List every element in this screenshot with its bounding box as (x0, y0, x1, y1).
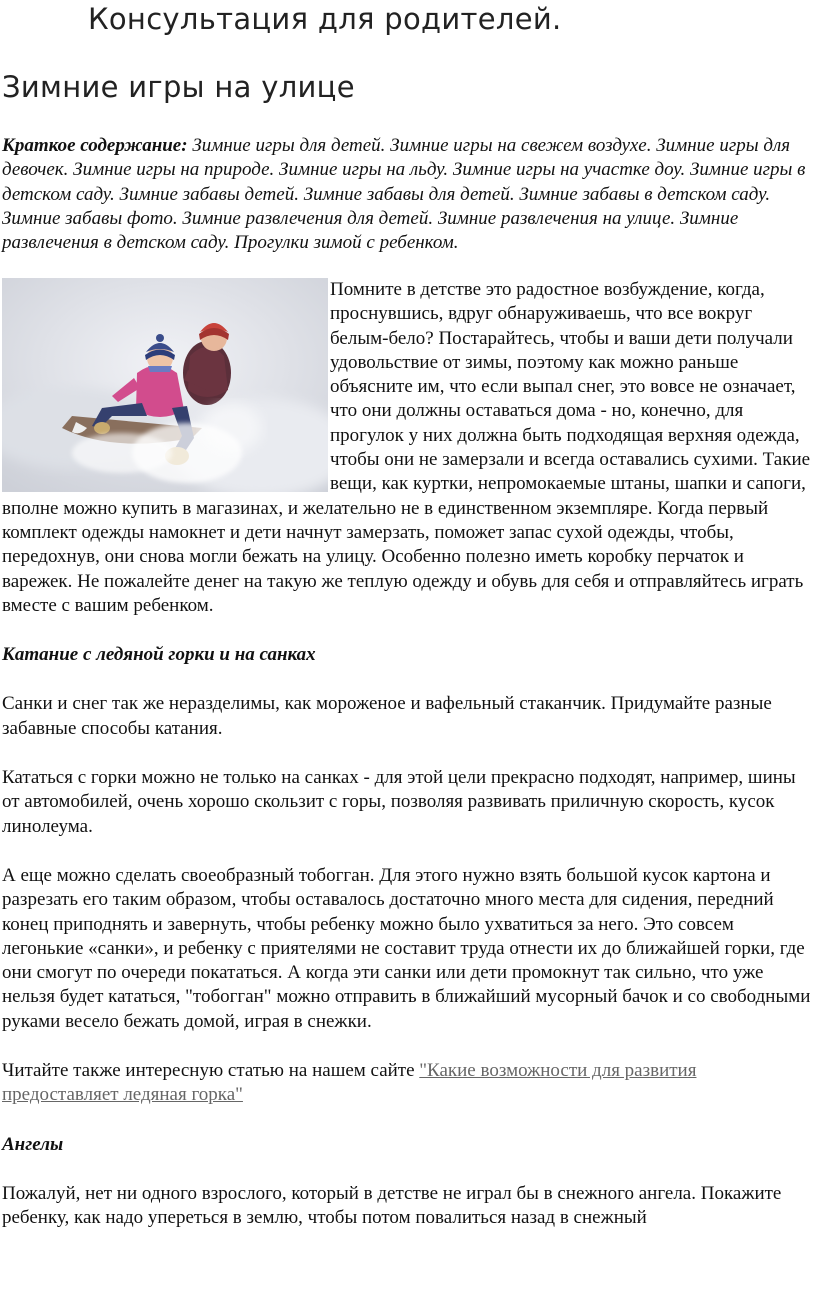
sledding-paragraph-3: А еще можно сделать своеобразный тобогган. Для этого нужно взять большой кусок картона и разрезать его таким образом, чтобы оставалось достаточно много места для сидения, передний конец приподнять и завернуть, чтобы ребенку можно было ухватиться за него. Это совсем легонькие «санки», и ребенку с приятелями не составит труда отнести их до ближайшей горки, где они смогут по очереди покататься. А когда эти санки или дети промокнут так сильно, что уже нельзя будет кататься, "тобогган" можно отправить в ближайший мусорный бачок и со свободными руками весело бежать домой, играя в снежки. (2, 864, 811, 1032)
article-body (2, 278, 814, 1256)
sledding-paragraph-2: Кататься с горки можно не только на санках - для этой цели прекрасно подходят, например, шины от автомобилей, очень хорошо скользит с горы, позволяя развивать приличную скорость, кусок линолеума. (2, 767, 796, 837)
summary-text: Зимние игры для детей. Зимние игры на свежем воздухе. Зимние игры для девочек. Зимние игры на природе. Зимние игры на льду. Зимние игры на участке доу. Зимние игры в детском саду. Зимние забавы детей. Зимние забавы для детей. Зимние забавы в детском саду. Зимние забавы фото. Зимние развлечения для детей. Зимние развлечения на улице. Зимние развлечения в детском саду. Прогулки зимой с ребенком. (2, 135, 806, 254)
read-also-text: Читайте также интересную статью на нашем сайте (2, 1060, 420, 1082)
sledding-photo-illustration (2, 278, 328, 492)
heading-angels: Ангелы (2, 1133, 64, 1155)
read-also-paragraph (2, 1059, 814, 1108)
intro-paragraph: Помните в детстве это радостное возбуждение, когда, проснувшись, вдруг обнаруживаешь, что все вокруг белым-бело? Постарайтесь, чтобы и ваши дети получали удовольствие от зимы, поэтому как можно раньше объясните им, что если выпал снег, это вовсе не означает, что они должны оставаться дома - но, конечно, для прогулок у них должна быть подходящая верхняя одежда, чтобы они не замерзали и всегда оставались сухими. Такие вещи, как куртки, непромокаемые штаны, шапки и сапоги, вполне можно купить в магазинах, и желательно не в единственном экземпляре. Когда первый комплект одежды намокнет и дети начнут замерзать, поможет запас сухой одежды, чтобы, передохнув, они снова могли бежать на улицу. Особенно полезно иметь коробку перчаток и варежек. Не пожалейте денег на такую же теплую одежду и обувь для себя и отправляйтесь играть вместе с вашим ребенком. (2, 279, 811, 616)
sledding-paragraph-1: Санки и снег так же неразделимы, как мороженое и вафельный стаканчик. Придумайте разные забавные способы катания. (2, 693, 772, 739)
summary-paragraph (2, 134, 814, 255)
angels-paragraph: Пожалуй, нет ни одного взрослого, который в детстве не играл бы в снежного ангела. Покажите ребенку, как надо упереться в землю, чтобы потом повалиться назад в снежный (2, 1182, 782, 1229)
sledding-children-photo (2, 278, 328, 492)
ice-slide-article-link[interactable]: "Какие возможности для развития предоставляет ледяная горка" (2, 1060, 697, 1106)
summary-label: Краткое содержание: (2, 135, 188, 156)
page-title: Консультация для родителей. (88, 2, 562, 36)
heading-sledding: Катание с ледяной горки и на санках (2, 644, 316, 666)
page-subtitle: Зимние игры на улице (2, 70, 355, 104)
